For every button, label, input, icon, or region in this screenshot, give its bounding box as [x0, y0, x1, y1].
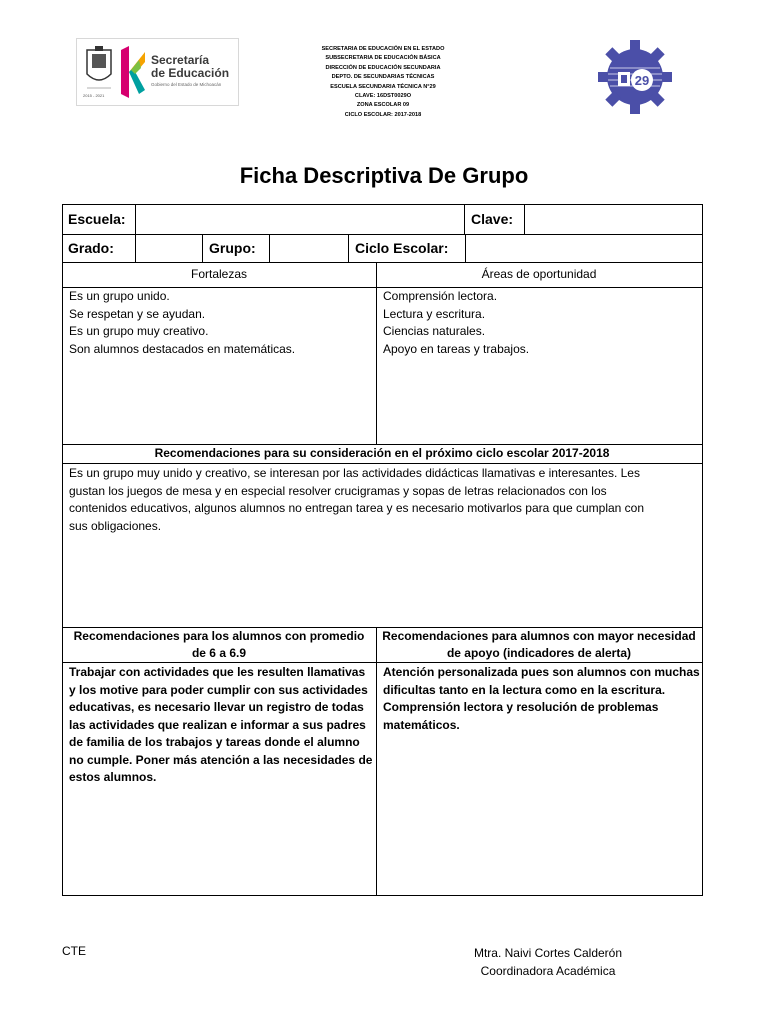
ciclo-label: Ciclo Escolar: [355, 240, 449, 256]
apoyo-cell[interactable] [376, 662, 703, 896]
signer-role: Coordinadora Académica [480, 964, 616, 978]
grupo-label-cell [202, 234, 270, 263]
fortalezas-header-cell [62, 262, 377, 288]
apoyo-header-cell [376, 627, 703, 663]
header-line: de apoyo (indicadores de alerta) [446, 646, 632, 660]
fortalezas-header: Fortalezas [190, 267, 248, 281]
agency-line: CICLO ESCOLAR: 2017-2018 [344, 111, 422, 118]
agency-header [270, 45, 496, 120]
agency-line: DEPTO. DE SECUNDARIAS TÉCNICAS [331, 74, 435, 81]
areas-header-cell [376, 262, 703, 288]
fortalezas-cell[interactable] [62, 287, 377, 445]
header-line: Recomendaciones para alumnos con mayor necesidad [382, 629, 696, 643]
agency-line: ESCUELA SECUNDARIA TÉCNICA N°29 [330, 83, 436, 90]
text-line: dificultas tanto en la lectura como en la escritura. [383, 682, 666, 697]
signature-block [448, 944, 648, 980]
apoyo-header [377, 628, 701, 662]
school-gear-logo-icon [596, 38, 674, 116]
escuela-label-cell [62, 204, 136, 235]
k-brand-icon [119, 46, 147, 98]
agency-line: SECRETARIA DE EDUCACIÓN EN EL ESTADO [321, 46, 445, 52]
recomendaciones-cell[interactable] [62, 463, 703, 628]
clave-label: Clave: [471, 211, 514, 227]
brand-line-1: Secretaría [151, 53, 210, 67]
promedio-header-cell [62, 627, 377, 663]
text-line: sus obligaciones. [69, 518, 162, 533]
text-line: contenidos educativos, algunos alumnos no entregan tarea y es necesario motivarlos para que cumplan con [69, 501, 645, 515]
list-item: Ciencias naturales. [383, 324, 486, 338]
promedio-header [63, 628, 375, 662]
grupo-field[interactable] [269, 234, 349, 263]
areas-header: Áreas de oportunidad [481, 267, 597, 281]
ciclo-label-cell [348, 234, 466, 263]
recomendaciones-text [69, 465, 644, 535]
grado-label-cell [62, 234, 136, 263]
list-item: Comprensión lectora. [383, 289, 498, 303]
list-item: Es un grupo muy creativo. [69, 324, 209, 338]
text-line: Atención personalizada pues son alumnos con muchas [383, 665, 700, 679]
recomendaciones-header-cell [62, 444, 703, 464]
list-item: Apoyo en tareas y trabajos. [383, 341, 530, 356]
ciclo-field[interactable] [465, 234, 703, 263]
text-line: de familia de los trabajos y tareas donde el alumno [69, 735, 360, 749]
promedio-text [69, 664, 372, 787]
recomendaciones-header: Recomendaciones para su consideración en el próximo ciclo escolar 2017-2018 [154, 446, 610, 460]
agency-line: CLAVE: 16DST0029O [354, 93, 412, 100]
grado-label: Grado: [68, 240, 114, 256]
header-line: Recomendaciones para los alumnos con promedio [73, 629, 365, 643]
areas-cell[interactable] [376, 287, 703, 445]
promedio-cell[interactable] [62, 662, 377, 896]
school-number: 29 [634, 73, 650, 88]
secretaria-educacion-logo [76, 38, 239, 106]
list-item: Lectura y escritura. [383, 306, 486, 321]
agency-line: DIRECCIÓN DE EDUCACIÓN SECUNDARIA [325, 64, 441, 71]
state-seal-icon [83, 44, 115, 100]
grupo-label: Grupo: [209, 240, 256, 256]
text-line: las actividades que realizan e informar a sus padres [69, 717, 366, 732]
text-line: estos alumnos. [69, 770, 157, 784]
text-line: matemáticos. [383, 717, 460, 732]
list-item: Son alumnos destacados en matemáticas. [69, 341, 296, 356]
agency-line: ZONA ESCOLAR 09 [356, 102, 410, 109]
signer-name: Mtra. Naivi Cortes Calderón [473, 946, 623, 960]
clave-field[interactable] [524, 204, 703, 235]
agency-line: SUBSECRETARIA DE EDUCACIÓN BÁSICA [325, 55, 441, 62]
brand-line-2: de Educación [151, 66, 230, 80]
header-line: de 6 a 6.9 [191, 646, 247, 660]
clave-label-cell [464, 204, 525, 235]
list-item: Se respetan y se ayudan. [69, 306, 206, 321]
escuela-field[interactable] [135, 204, 465, 235]
text-line: y los motive para poder cumplir con sus actividades [69, 682, 368, 697]
text-line: educativas, es necesario llevar un registro de todas [69, 700, 364, 714]
apoyo-text [383, 664, 700, 734]
text-line: Trabajar con actividades que les resulten llamativas [69, 665, 366, 679]
text-line: Comprensión lectora y resolución de problemas [383, 700, 659, 714]
list-item: Es un grupo unido. [69, 289, 170, 303]
brand-years: 2015 - 2021 [83, 93, 105, 98]
footer-cte: CTE [62, 944, 86, 958]
areas-text [383, 288, 529, 358]
brand-line-3: Gobierno del Estado de Michoacán [151, 82, 222, 87]
text-line: gustan los juegos de mesa y en especial resolver crucigramas y sopas de letras relacionados con los [69, 483, 607, 498]
grado-field[interactable] [135, 234, 203, 263]
text-line: Es un grupo muy unido y creativo, se interesan por las actividades didácticas llamativas e interesantes. Les [69, 466, 640, 480]
escuela-label: Escuela: [68, 211, 126, 227]
text-line: no cumple. Poner más atención a las necesidades de [69, 752, 373, 767]
document-title: Ficha Descriptiva De Grupo [239, 163, 529, 188]
fortalezas-text [69, 288, 295, 358]
